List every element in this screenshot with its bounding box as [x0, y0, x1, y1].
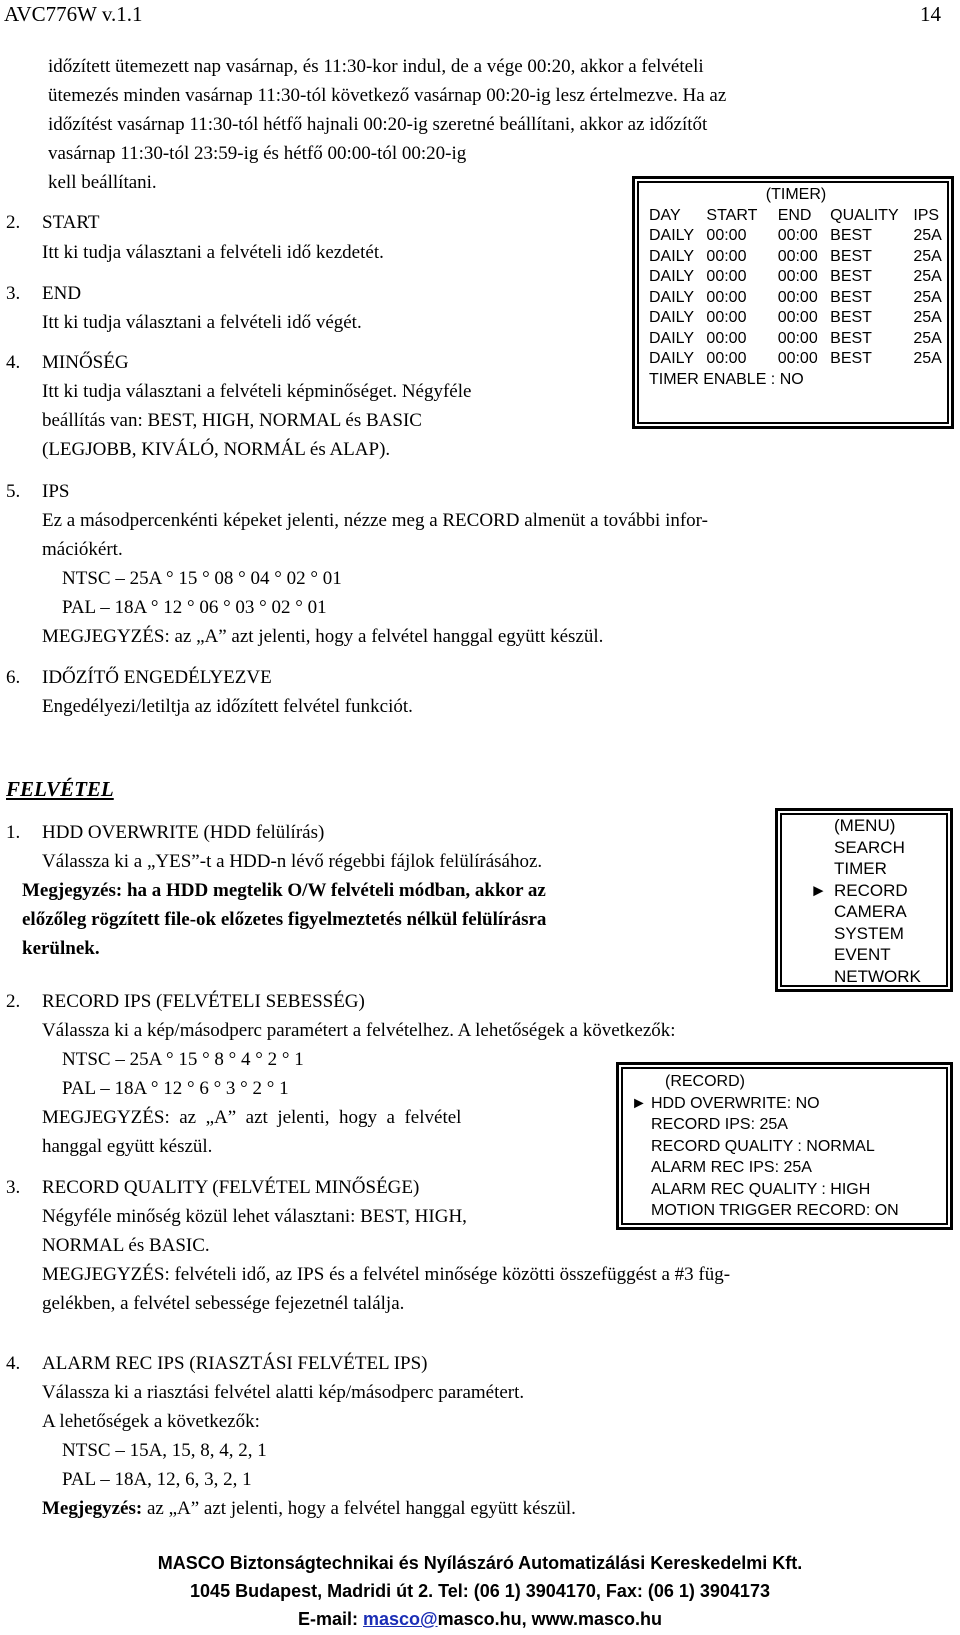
record-item-selected [625, 1093, 944, 1115]
item-title: ALARM REC IPS (RIASZTÁSI FELVÉTEL IPS) [42, 1353, 428, 1374]
item-description: Válassza ki a kép/másodperc paramétert a felvételhez. A lehetőségek a következők: [42, 1020, 676, 1041]
timer-cell: 00:00 [706, 247, 747, 265]
menu-item-label: RECORD [834, 880, 908, 900]
timer-row [649, 288, 943, 309]
item-bold-note: előzőleg rögzített file-ok előzetes figyelmeztetés nélkül felülírásra [22, 909, 547, 930]
timer-cell: 00:00 [706, 268, 747, 285]
footer-contact [0, 1605, 960, 1633]
ips-note: MEGJEGYZÉS: az „A” azt jelenti, hogy a felvétel hanggal együtt készül. [42, 626, 604, 647]
item-description: Válassza ki a „YES”-t a HDD-n lévő régebbi fájlok felülírásához. [42, 851, 543, 872]
timer-cell: BEST [830, 309, 872, 326]
timer-cell: 00:00 [777, 309, 818, 326]
item-number: 3. [6, 1177, 21, 1198]
item-description: (LEGJOBB, KIVÁLÓ, NORMÁL és ALAP). [42, 439, 391, 460]
timer-cell: 00:00 [706, 309, 747, 326]
intro-line: ütemezés minden vasárnap 11:30-tól következő vasárnap 00:20-ig lesz értelmezve. Ha az [48, 85, 727, 106]
item-number: 4. [6, 1353, 21, 1374]
ips-pal-values: PAL – 18A ° 12 ° 6 ° 3 ° 2 ° 1 [62, 1078, 289, 1099]
item-title: IDŐZÍTŐ ENGEDÉLYEZVE [42, 667, 272, 688]
timer-row [649, 308, 943, 329]
item-description: Ez a másodpercenkénti képeket jelenti, nézze meg a RECORD almenüt a további infor- [42, 510, 708, 531]
menu-screen [775, 808, 953, 992]
timer-cell: 00:00 [777, 268, 818, 285]
item-note: hanggal együtt készül. [42, 1136, 213, 1157]
item-description: Itt ki tudja választani a felvételi idő kezdetét. [42, 242, 384, 263]
timer-header-row [649, 206, 943, 227]
menu-item: CAMERA [834, 902, 907, 921]
selection-arrow-icon: ► [631, 1094, 647, 1112]
menu-item: SYSTEM [834, 923, 904, 943]
timer-header-cell: START [706, 206, 758, 224]
item-title: RECORD IPS (FELVÉTELI SEBESSÉG) [42, 991, 365, 1012]
timer-cell: 25A [913, 309, 942, 326]
record-item-label: HDD OVERWRITE: NO [651, 1094, 820, 1112]
record-item: RECORD IPS: 25A [651, 1116, 788, 1133]
timer-cell: 00:00 [777, 329, 818, 347]
timer-header-cell: QUALITY [830, 206, 899, 224]
item-number: 1. [6, 822, 21, 843]
timer-cell: 00:00 [706, 350, 747, 367]
item-number: 5. [6, 481, 21, 502]
item-title: START [42, 212, 100, 233]
timer-cell: BEST [830, 247, 872, 265]
item-description: gelékben, a felvétel sebessége fejezetnél találja. [42, 1293, 405, 1314]
record-item: MOTION TRIGGER RECORD: ON [651, 1202, 899, 1219]
timer-cell: BEST [830, 288, 872, 306]
menu-item: SEARCH [834, 837, 905, 857]
timer-cell: DAILY [649, 329, 695, 347]
timer-cell: 25A [913, 268, 942, 285]
item-title: RECORD QUALITY (FELVÉTEL MINŐSÉGE) [42, 1177, 420, 1198]
item-description: Válassza ki a riasztási felvétel alatti kép/másodperc paramétert. [42, 1382, 525, 1403]
item-note: MEGJEGYZÉS: az „A” azt jelenti, hogy a felvétel [42, 1107, 462, 1128]
note-label: Megjegyzés: [42, 1498, 143, 1519]
selection-arrow-icon: ► [810, 880, 827, 900]
item-description: Négyféle minőség közül lehet választani: BEST, HIGH, [42, 1206, 467, 1227]
item-bold-note: Megjegyzés: ha a HDD megtelik O/W felvételi módban, akkor az [22, 880, 546, 901]
item-number: 6. [6, 667, 21, 688]
intro-line: időzített ütemezett nap vasárnap, és 11:30-kor indul, de a vége 00:20, akkor a felvételi [48, 56, 704, 77]
timer-cell: 00:00 [777, 288, 818, 306]
timer-row [649, 267, 943, 288]
ips-ntsc-values: NTSC – 15A, 15, 8, 4, 2, 1 [62, 1440, 267, 1461]
item-number: 2. [6, 212, 21, 233]
item-bold-note: kerülnek. [22, 938, 100, 959]
timer-cell: 00:00 [706, 288, 747, 306]
timer-header-cell: DAY [649, 206, 681, 224]
item-description: Engedélyezi/letiltja az időzített felvétel funkciót. [42, 696, 413, 717]
timer-cell: 00:00 [706, 227, 747, 244]
record-item: RECORD QUALITY : NORMAL [651, 1137, 875, 1155]
timer-cell: BEST [830, 227, 872, 244]
footer-web: masco.hu, www.masco.hu [437, 1609, 662, 1629]
record-item: ALARM REC IPS: 25A [651, 1159, 812, 1176]
timer-cell: 25A [913, 247, 942, 265]
item-note [42, 1494, 576, 1523]
timer-cell: DAILY [649, 309, 695, 326]
timer-cell: BEST [830, 350, 872, 367]
footer-company: MASCO Biztonságtechnikai és Nyílászáró Automatizálási Kereskedelmi Kft. [157, 1553, 803, 1573]
item-number: 4. [6, 352, 21, 373]
intro-line: időzítést vasárnap 11:30-tól hétfő hajnali 00:20-ig szeretné beállítani, akkor az időzítőt [48, 114, 708, 135]
page-number: 14 [920, 2, 941, 26]
timer-cell: 00:00 [777, 227, 818, 244]
intro-line: vasárnap 11:30-tól 23:59-ig és hétfő 00:00-tól 00:20-ig [48, 143, 467, 164]
timer-cell: DAILY [649, 227, 695, 244]
timer-row [649, 226, 943, 247]
timer-cell: DAILY [649, 288, 695, 306]
note-text: az „A” azt jelenti, hogy a felvétel hanggal együtt készül. [142, 1498, 576, 1519]
menu-item: EVENT [834, 945, 891, 964]
intro-line: kell beállítani. [48, 172, 157, 193]
ips-pal-values: PAL – 18A, 12, 6, 3, 2, 1 [62, 1469, 252, 1490]
ips-pal-values: PAL – 18A ° 12 ° 06 ° 03 ° 02 ° 01 [62, 597, 327, 618]
timer-row [649, 329, 943, 350]
item-description: NORMAL és BASIC. [42, 1235, 210, 1256]
item-number: 3. [6, 283, 21, 304]
footer-email-label: E-mail: [298, 1609, 364, 1629]
timer-cell: 25A [913, 329, 942, 347]
timer-cell: 00:00 [777, 350, 818, 367]
menu-item: TIMER [834, 859, 887, 878]
item-description: Itt ki tudja választani a felvételi idő végét. [42, 312, 362, 333]
timer-header-cell: END [777, 206, 812, 224]
timer-cell: DAILY [649, 247, 695, 265]
item-description: MEGJEGYZÉS: felvételi idő, az IPS és a felvétel minősége közötti összefüggést a #3 füg- [42, 1264, 731, 1285]
item-number: 2. [6, 991, 21, 1012]
record-screen-title: (RECORD) [665, 1073, 745, 1090]
timer-enable-status: TIMER ENABLE : NO [649, 370, 804, 388]
ips-ntsc-values: NTSC – 25A ° 15 ° 8 ° 4 ° 2 ° 1 [62, 1049, 304, 1070]
menu-item: NETWORK [834, 966, 921, 986]
item-title: END [42, 283, 82, 304]
timer-cell: 00:00 [706, 329, 747, 347]
timer-cell: 25A [913, 350, 942, 367]
footer-address: 1045 Budapest, Madridi út 2. Tel: (06 1) 3904170, Fax: (06 1) 3904173 [190, 1581, 770, 1601]
timer-cell: DAILY [649, 350, 695, 367]
item-description: A lehetőségek a következők: [42, 1411, 260, 1432]
timer-cell: 25A [913, 227, 942, 244]
item-description: mációkért. [42, 539, 123, 560]
menu-item-selected [784, 880, 944, 902]
item-description: Itt ki tudja választani a felvételi képminőséget. Négyféle [42, 381, 472, 402]
timer-row [649, 349, 943, 370]
timer-cell: BEST [830, 329, 872, 347]
timer-cell: 25A [913, 288, 942, 306]
menu-screen-title: (MENU) [834, 816, 896, 835]
timer-cell: 00:00 [777, 247, 818, 265]
timer-screen [632, 176, 954, 429]
record-item: ALARM REC QUALITY : HIGH [651, 1180, 871, 1198]
footer-email-link[interactable]: masco@ [363, 1609, 438, 1629]
document-title: AVC776W v.1.1 [4, 2, 143, 26]
timer-row [649, 247, 943, 268]
record-screen [616, 1062, 953, 1230]
timer-cell: DAILY [649, 268, 695, 285]
timer-screen-title: (TIMER) [765, 186, 827, 203]
timer-header-cell: IPS [913, 206, 940, 224]
section-title: FELVÉTEL [6, 777, 114, 801]
item-description: beállítás van: BEST, HIGH, NORMAL és BASIC [42, 410, 422, 431]
item-title: IPS [42, 481, 70, 502]
item-title: MINŐSÉG [42, 352, 129, 373]
ips-ntsc-values: NTSC – 25A ° 15 ° 08 ° 04 ° 02 ° 01 [62, 568, 342, 589]
item-title: HDD OVERWRITE (HDD felülírás) [42, 822, 325, 843]
timer-cell: BEST [830, 268, 872, 285]
